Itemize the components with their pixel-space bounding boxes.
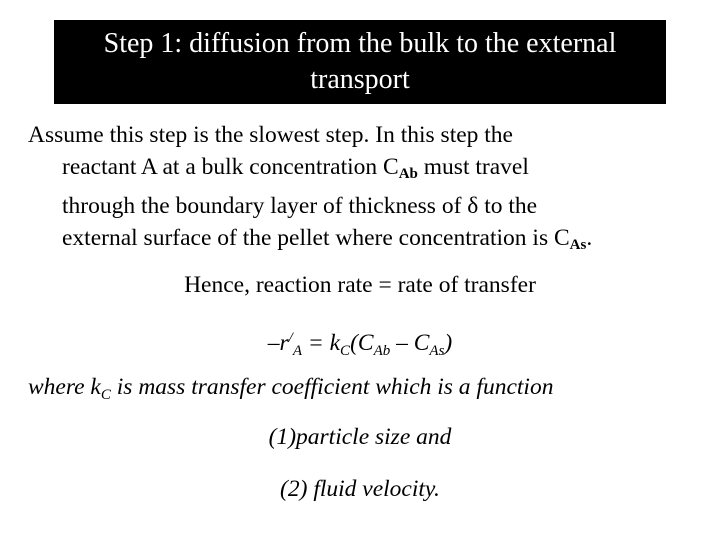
where-statement bbox=[28, 372, 708, 410]
paragraph-line-4 bbox=[28, 222, 708, 261]
cab-subscript: Ab bbox=[398, 166, 418, 182]
paragraph-line-1: Assume this step is the slowest step. In this step the bbox=[28, 122, 513, 148]
where-tail: is mass transfer coefficient which is a function bbox=[110, 374, 554, 400]
eq-lhs-sub: A bbox=[292, 343, 302, 359]
paragraph-line-4-text: external surface of the pellet where concentration is C bbox=[62, 225, 570, 251]
paragraph-line-2-tail: must travel bbox=[417, 154, 529, 180]
where-text: where k bbox=[28, 374, 101, 400]
eq-open: (C bbox=[350, 330, 374, 356]
eq-cab-sub: Ab bbox=[373, 343, 391, 359]
paragraph-line-2-text: reactant A at a bulk concentration C bbox=[62, 154, 399, 180]
paragraph-line-2 bbox=[28, 151, 708, 190]
eq-close: ) bbox=[444, 330, 453, 356]
title-line-1: Step 1: diffusion from the bulk to the external bbox=[103, 28, 617, 59]
eq-prime: / bbox=[288, 330, 293, 346]
description-paragraph bbox=[28, 119, 708, 261]
title-line-2: transport bbox=[310, 64, 410, 95]
factor-item-1: (1)particle size and bbox=[268, 424, 452, 450]
slide-title bbox=[54, 20, 666, 104]
eq-cas-sub: As bbox=[429, 343, 445, 359]
eq-minus: – C bbox=[390, 330, 430, 356]
where-k-sub: C bbox=[100, 387, 111, 403]
paragraph-line-3: through the boundary layer of thickness of δ to the bbox=[62, 193, 538, 219]
paragraph-line-4-tail: . bbox=[586, 225, 593, 251]
eq-k-sub: C bbox=[340, 343, 351, 359]
eq-equals-k: = k bbox=[302, 330, 341, 356]
rate-equation bbox=[0, 323, 720, 366]
eq-lhs: –r bbox=[267, 330, 289, 356]
cas-subscript: As bbox=[569, 237, 587, 253]
factor-item-2: (2) fluid velocity. bbox=[280, 476, 440, 502]
rate-statement: Hence, reaction rate = rate of transfer bbox=[184, 272, 536, 298]
